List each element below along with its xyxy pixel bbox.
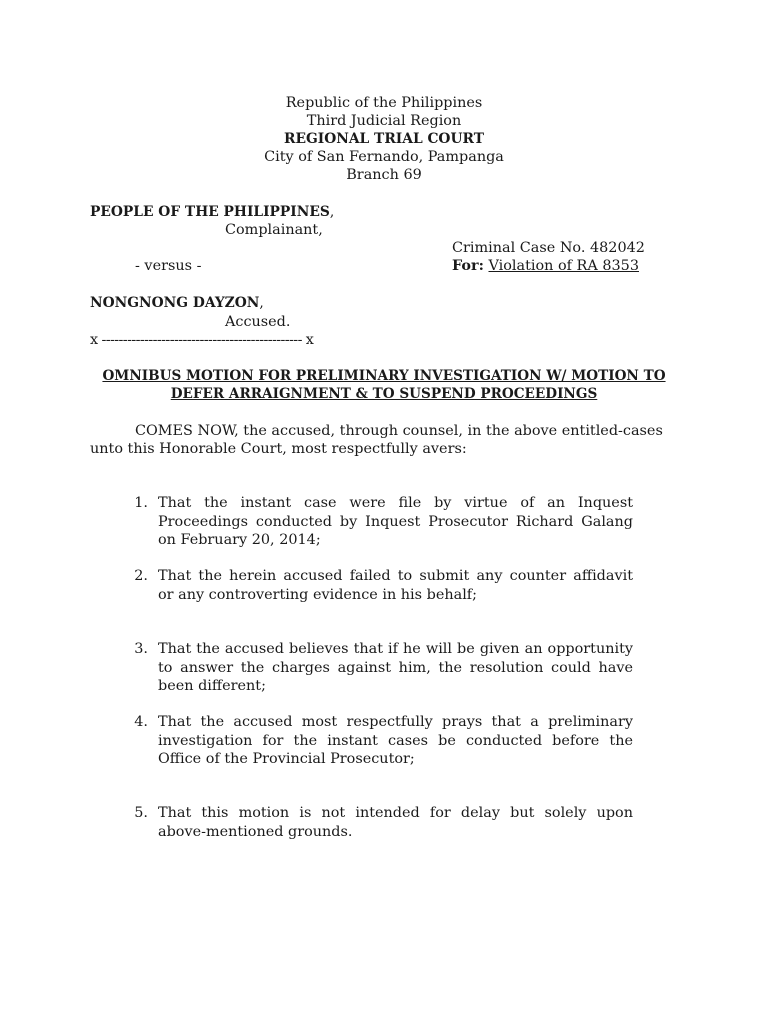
- header-republic: Republic of the Philippines: [285, 95, 483, 111]
- item-text: [158, 494, 633, 550]
- item-text: [158, 640, 633, 696]
- item-line: or any controverting evidence in his behalf;: [158, 586, 477, 603]
- caption-separator: x ----------------------------------------------- x: [90, 332, 314, 348]
- item-number: 4.: [134, 714, 148, 730]
- intro-line1: COMES NOW, the accused, through counsel, in the above entitled-cases: [135, 423, 663, 439]
- item-number: 2.: [134, 568, 148, 584]
- item-line: That the herein accused failed to submit any counter affidavit: [158, 568, 633, 584]
- for-value: Violation of RA 8353: [488, 258, 639, 274]
- item-number: 3.: [134, 641, 148, 657]
- item-number: 1.: [134, 495, 148, 511]
- item-line: That this motion is not intended for delay but solely upon: [158, 805, 633, 821]
- intro-line2: unto this Honorable Court, most respectfully avers:: [90, 441, 467, 457]
- accused-label: NONGNONG DAYZON: [90, 295, 260, 311]
- for-label: For:: [452, 257, 484, 274]
- plaintiff-label: PEOPLE OF THE PHILIPPINES: [90, 204, 330, 220]
- case-number: Criminal Case No. 482042: [452, 240, 645, 256]
- case-offense: [452, 257, 639, 275]
- item-line: to answer the charges against him, the resolution could have: [158, 659, 633, 676]
- item-line: Office of the Provincial Prosecutor;: [158, 751, 415, 767]
- item-number: 5.: [134, 805, 148, 821]
- plaintiff-comma: ,: [329, 204, 335, 220]
- item-line: investigation for the instant cases be conducted before the: [158, 732, 633, 749]
- item-line: That the accused believes that if he will be given an opportunity: [158, 641, 633, 657]
- item-line: above-mentioned grounds.: [158, 823, 353, 840]
- plaintiff-name: [90, 203, 334, 221]
- accused-role: Accused.: [225, 314, 291, 330]
- versus-label: - versus -: [135, 258, 202, 274]
- item-text: [158, 804, 633, 841]
- motion-title-line1: OMNIBUS MOTION FOR PRELIMINARY INVESTIGATION W/ MOTION TO: [102, 368, 666, 384]
- item-line: been different;: [158, 678, 266, 694]
- accused-name: [90, 294, 264, 312]
- item-line: on February 20, 2014;: [158, 532, 321, 548]
- plaintiff-role: Complainant,: [225, 222, 323, 238]
- item-text: [158, 567, 633, 604]
- item-text: [158, 713, 633, 769]
- header-city: City of San Fernando, Pampanga: [264, 149, 504, 165]
- item-line: That the instant case were file by virtue of an Inquest: [158, 495, 633, 511]
- header-branch: Branch 69: [346, 167, 422, 183]
- motion-title-line2: DEFER ARRAIGNMENT & TO SUSPEND PROCEEDINGS: [170, 386, 598, 402]
- header-region: Third Judicial Region: [306, 113, 462, 129]
- header-court: REGIONAL TRIAL COURT: [284, 131, 484, 147]
- item-line: That the accused most respectfully prays that a preliminary: [158, 714, 633, 730]
- item-line: Proceedings conducted by Inquest Prosecutor Richard Galang: [158, 513, 633, 530]
- accused-comma: ,: [259, 295, 264, 311]
